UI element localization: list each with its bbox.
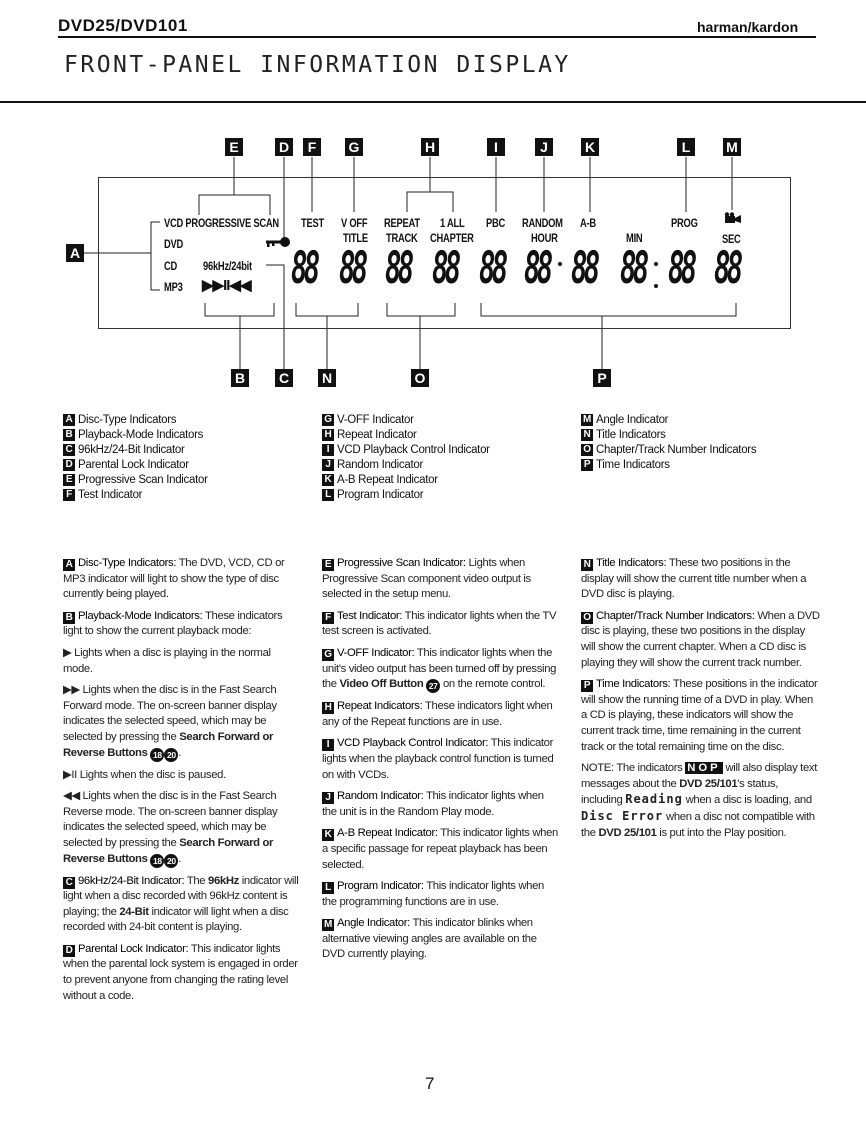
- display-colon-3: [654, 284, 658, 288]
- para-e: E Progressive Scan Indicator: Lights when Progressive Scan component video output is selected in the setup menu.: [322, 557, 531, 601]
- legend-text: Progressive Scan Indicator: [78, 474, 208, 486]
- page-number: 7: [425, 1074, 435, 1093]
- para-b-frev: ◀◀ Lights when the disc is in the Fast Search Reverse mode. The on-screen banner display indicates the selected speed, which may be selected by pressing the Search Forward or Reverse Buttons 18 20 .: [63, 790, 278, 866]
- legend-letter: N: [581, 429, 593, 441]
- para-k: K A-B Repeat Indicator: This indicator lights when a specific passage for repeat playback has been selected.: [322, 827, 558, 871]
- display-digits-sec-2: 88: [714, 243, 740, 294]
- legend-letter: E: [63, 474, 75, 486]
- callout-b: B: [231, 369, 249, 387]
- para-g: G V-OFF Indicator: This indicator lights when the unit's video output has been turned off by pressing the Video Off Button 27 on the remote control.: [322, 646, 557, 692]
- legend-text: Parental Lock Indicator: [78, 459, 189, 471]
- legend-letter: P: [581, 459, 593, 471]
- legend-letter: C: [63, 444, 75, 456]
- display-digits-hour: 88: [524, 243, 550, 294]
- legend-item-l: [322, 489, 423, 501]
- callout-d: D: [275, 138, 293, 156]
- legend-item-k: [322, 474, 438, 486]
- para-n: N Title Indicators: These two positions in the display will show the current title number when a DVD disc is playing.: [581, 557, 807, 601]
- legend-item-m: [581, 414, 668, 426]
- display-colon-2: [654, 262, 658, 266]
- callout-g: G: [345, 138, 363, 156]
- display-digits-chapter-1: 88: [385, 243, 411, 294]
- indicator-pbc: PBC: [486, 216, 506, 230]
- legend-text: Time Indicators: [596, 459, 670, 471]
- header-brand: harman/kardon: [697, 19, 799, 35]
- para-b: B Playback-Mode Indicators: These indicators light to show the current playback mode:: [63, 609, 283, 638]
- indicator-min: MIN: [626, 231, 643, 245]
- callout-f: F: [303, 138, 321, 156]
- legend-item-a: [63, 414, 176, 426]
- legend-letter: G: [322, 414, 334, 426]
- legend-letter: M: [582, 414, 592, 425]
- callout-k: K: [581, 138, 599, 156]
- para-b-pause: ▶II Lights when the disc is paused.: [63, 768, 226, 781]
- legend-item-h: [322, 429, 417, 441]
- indicator-transport: ▶▶II◀◀: [202, 277, 251, 294]
- callout-e: E: [225, 138, 243, 156]
- legend-text: VCD Playback Control Indicator: [337, 444, 490, 456]
- key-icon: [264, 236, 292, 248]
- page-title: FRONT-PANEL INFORMATION DISPLAY: [64, 52, 571, 78]
- text-column-1: [63, 556, 303, 1010]
- para-a: A Disc-Type Indicators: The DVD, VCD, CD or MP3 indicator will light to show the type of disc currently being played.: [63, 557, 285, 601]
- camera-icon: [724, 212, 742, 224]
- legend-letter: D: [63, 459, 75, 471]
- para-d: D Parental Lock Indicator: This indicator lights when the parental lock system is engaged in order to prevent anyone from changing the rating level without a code.: [63, 942, 298, 1002]
- legend-item-i: [322, 444, 490, 456]
- legend-text: Angle Indicator: [596, 414, 669, 426]
- indicator-vcd-progressive-scan: VCD PROGRESSIVE SCAN: [164, 216, 279, 230]
- display-digits-min-2: 88: [620, 243, 646, 294]
- para-p: P Time Indicators: These positions in the indicator will show the running time of a DVD in play. When a CD is playing, these indicators will show the current track time, time remaining in the current track or the total remaining time on the disc.: [581, 678, 818, 753]
- legend-letter: H: [322, 429, 334, 441]
- indicator-v-off: V OFF: [341, 216, 368, 230]
- legend-item-o: [581, 444, 756, 456]
- para-h: H Repeat Indicators: These indicators light when any of the Repeat functions are in use.: [322, 700, 553, 728]
- legend-text: A-B Repeat Indicator: [337, 474, 438, 486]
- legend-item-n: [581, 429, 666, 441]
- legend-item-j: [322, 459, 423, 471]
- display-digits-time-1: 88: [479, 243, 505, 294]
- para-j: J Random Indicator: This indicator lights when the unit is in the Random Play mode.: [322, 790, 544, 818]
- para-m: M Angle Indicator: This indicator blinks when alternative viewing angles are available on the DVD currently playing.: [322, 917, 537, 961]
- display-digits-min-1: 88: [571, 243, 597, 294]
- indicator-one-all: 1 ALL: [440, 216, 465, 230]
- callout-i: I: [487, 138, 505, 156]
- legend-item-c: [63, 444, 185, 456]
- callout-o: O: [411, 369, 429, 387]
- para-b-ffwd: ▶▶ Lights when the disc is in the Fast Search Forward mode. The on-screen banner display indicates the selected speed, which may be selected by pressing the Search Forward or Reverse Buttons 18 20 .: [63, 684, 277, 760]
- indicator-mp3: MP3: [164, 280, 183, 294]
- indicator-96khz-24bit: 96kHz/24bit: [203, 259, 252, 273]
- callout-j: J: [535, 138, 553, 156]
- legend-letter: J: [322, 459, 334, 471]
- indicator-dvd: DVD: [164, 237, 184, 251]
- legend-item-b: [63, 429, 203, 441]
- para-c: C 96kHz/24-Bit Indicator: The 96kHz indicator will light when a disc recorded with 96kHz content is playing; the 24-Bit indicator will light when a disc recorded with 24-bit content is playing.: [63, 874, 299, 934]
- para-l: L Program Indicator: This indicator lights when the programming functions are in use.: [322, 880, 544, 908]
- display-colon-1: [558, 262, 562, 266]
- legend-item-p: [581, 459, 670, 471]
- text-column-2: [322, 556, 558, 969]
- indicator-title: TITLE: [343, 231, 368, 245]
- callout-p: P: [593, 369, 611, 387]
- legend-letter: I: [322, 444, 334, 456]
- callout-c: C: [275, 369, 293, 387]
- text-column-3: [581, 556, 821, 847]
- legend-letter: B: [63, 429, 75, 441]
- display-digits-chapter-2: 88: [432, 243, 458, 294]
- legend-letter: A: [63, 414, 75, 426]
- legend-text: Test Indicator: [78, 489, 143, 501]
- legend-item-d: [63, 459, 189, 471]
- legend-text: Title Indicators: [596, 429, 666, 441]
- indicator-test: TEST: [301, 216, 324, 230]
- callout-h: H: [421, 138, 439, 156]
- indicator-random: RANDOM: [522, 216, 563, 230]
- callout-n: N: [318, 369, 336, 387]
- legend-letter: O: [581, 444, 593, 456]
- legend-text: 96kHz/24-Bit Indicator: [78, 444, 185, 456]
- legend-text: Chapter/Track Number Indicators: [596, 444, 757, 456]
- para-f: F Test Indicator: This indicator lights when the TV test screen is activated.: [322, 609, 557, 638]
- indicator-hour: HOUR: [531, 231, 558, 245]
- legend-item-g: [322, 414, 414, 426]
- indicator-prog: PROG: [671, 216, 698, 230]
- para-note: NOTE: The indicators NOP will also display text messages about the DVD 25/101's status, including Reading when a disc is loading, and Disc Error when a disc not compatible with the DVD 25/101 is put into the Play position.: [581, 762, 817, 839]
- display-digits-title-2: 88: [339, 243, 365, 294]
- indicator-a-b: A-B: [580, 216, 596, 230]
- legend-text: Random Indicator: [337, 459, 423, 471]
- legend-text: Playback-Mode Indicators: [78, 429, 204, 441]
- callout-m: M: [723, 138, 741, 156]
- display-digits-title: 88: [291, 243, 317, 294]
- indicator-track: TRACK: [386, 231, 418, 245]
- para-o: O Chapter/Track Number Indicators: When a DVD disc is playing, these two positions in the display will show the current chapter. When a CD disc is playing they will show the current track number.: [581, 609, 820, 669]
- callout-a: A: [66, 244, 84, 262]
- legend-text: V-OFF Indicator: [337, 414, 414, 426]
- legend-letter: F: [63, 489, 75, 501]
- legend-item-f: [63, 489, 142, 501]
- legend-text: Program Indicator: [337, 489, 424, 501]
- indicator-repeat: REPEAT: [384, 216, 420, 230]
- header-model: DVD25/DVD101: [58, 16, 188, 35]
- indicator-sec: SEC: [722, 232, 741, 246]
- para-b-play: ▶ Lights when a disc is playing in the normal mode.: [63, 646, 271, 675]
- legend-letter: L: [322, 489, 334, 501]
- display-digits-sec-1: 88: [668, 243, 694, 294]
- legend-text: Repeat Indicator: [337, 429, 417, 441]
- para-i: I VCD Playback Control Indicator: This indicator lights when the playback control function is turned on with VCDs.: [322, 737, 554, 781]
- legend-item-e: [63, 474, 208, 486]
- indicator-cd: CD: [164, 259, 178, 273]
- legend-letter: K: [322, 474, 334, 486]
- legend-text: Disc-Type Indicators: [78, 414, 177, 426]
- indicator-chapter: CHAPTER: [430, 231, 474, 245]
- callout-l: L: [677, 138, 695, 156]
